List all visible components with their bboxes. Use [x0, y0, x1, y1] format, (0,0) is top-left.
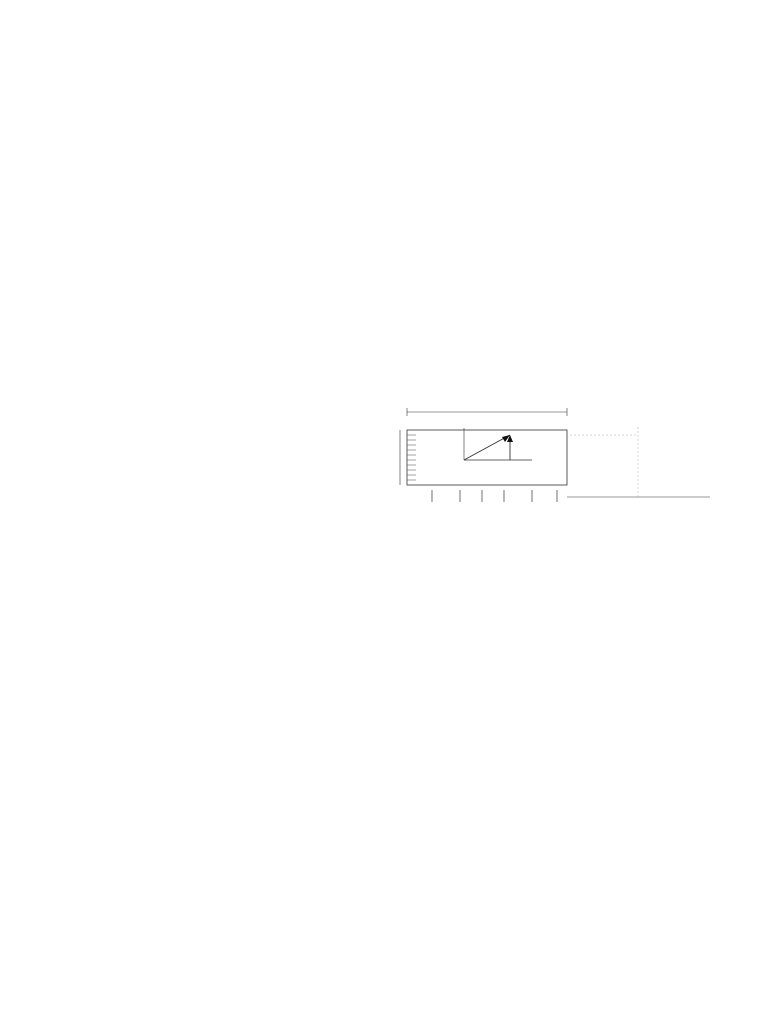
applied-field-arrows — [432, 490, 557, 502]
section-2-heading — [392, 584, 708, 599]
figure-1 — [392, 405, 712, 545]
figure-1-graphic — [392, 405, 712, 545]
figure-1a-panel — [400, 408, 567, 502]
strip-hatching — [407, 435, 416, 480]
section-2 — [392, 580, 708, 601]
figure-1b-panel — [567, 425, 710, 497]
left-column — [60, 248, 376, 254]
sensing-strip — [407, 430, 567, 485]
